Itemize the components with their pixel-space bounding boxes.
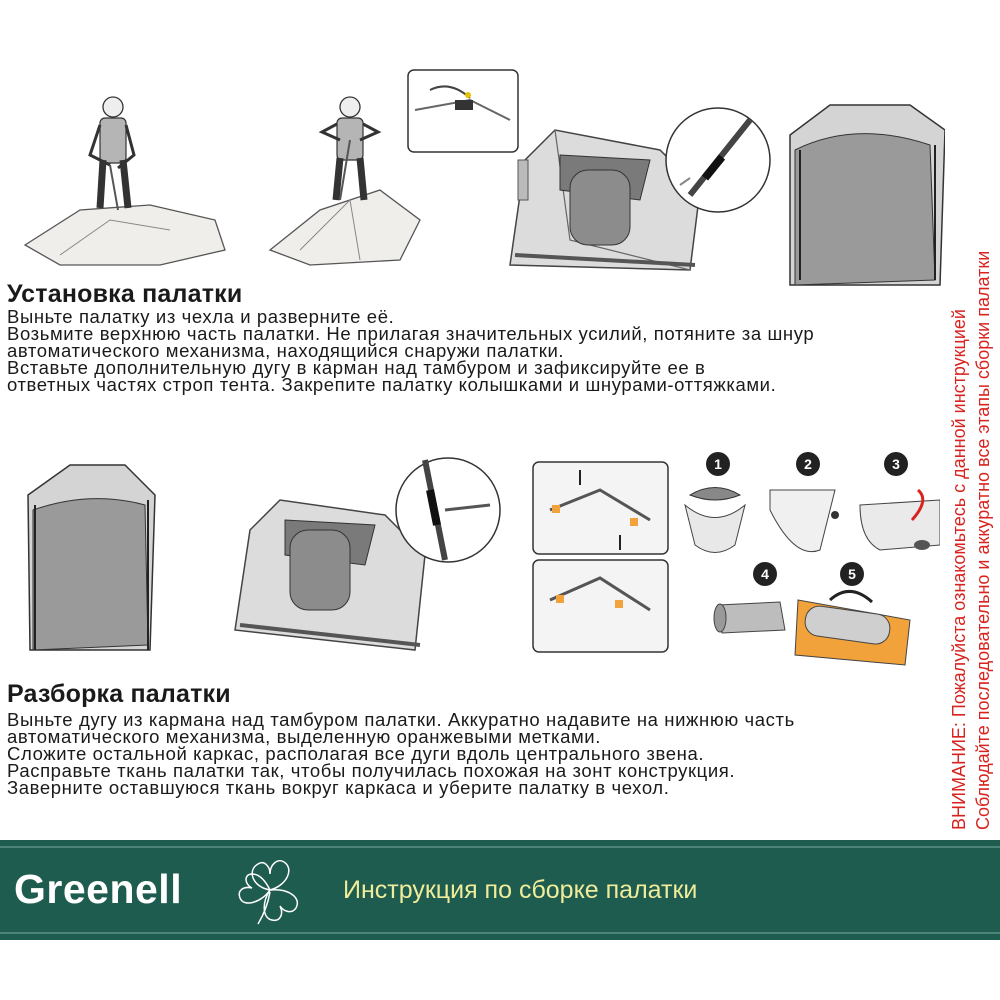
- illustration-cord-detail: [408, 70, 518, 152]
- footer-divider: [0, 932, 1000, 934]
- setup-instructions: [7, 308, 814, 393]
- step-number: 5: [848, 566, 856, 582]
- setup-line: автоматического механизма, находящийся снаружи палатки.: [7, 340, 565, 361]
- takedown-line: Расправьте ткань палатки так, чтобы получилась похожая на зонт конструкция.: [7, 760, 736, 781]
- shamrock-logo-icon: [232, 852, 312, 930]
- setup-line: ответных частях строп тента. Закрепите палатку колышками и шнурами-оттяжками.: [7, 374, 777, 395]
- setup-illustrations: [0, 60, 945, 290]
- illustration-pole-detail: [666, 108, 770, 212]
- takedown-heading: Разборка палатки: [7, 680, 231, 708]
- illustration-pull-tent: [270, 97, 420, 265]
- step-number: 3: [892, 456, 900, 472]
- setup-line: Вставьте дополнительную дугу в карман над тамбуром и зафиксируйте ее в: [7, 357, 706, 378]
- illustration-pole-removal: [396, 458, 500, 562]
- warning-line-2: Соблюдайте последовательно и аккуратно все этапы сборки палатки: [973, 250, 993, 830]
- takedown-line: Выньте дугу из кармана над тамбуром палатки. Аккуратно надавите на нижнюю часть: [7, 709, 795, 730]
- illustration-shower-tent-2: [28, 465, 155, 650]
- setup-heading: Установка палатки: [7, 280, 243, 308]
- brand-name: Greenell: [14, 866, 183, 912]
- takedown-line: Заверните оставшуюся ткань вокруг каркаса и уберите палатку в чехол.: [7, 777, 670, 798]
- setup-line: Выньте палатку из чехла и разверните её.: [7, 306, 395, 327]
- takedown-line: автоматического механизма, выделенную оранжевыми метками.: [7, 726, 601, 747]
- footer-divider: [0, 846, 1000, 848]
- takedown-instructions: [7, 711, 795, 796]
- setup-line: Возьмите верхнюю часть палатки. Не прилагая значительных усилий, потяните за шнур: [7, 323, 815, 344]
- illustration-shower-tent: [790, 105, 945, 285]
- warning-line-1: ВНИМАНИЕ: Пожалуйста ознакомьтесь с данной инструкцией: [949, 309, 969, 830]
- warning-note: [947, 150, 997, 830]
- step-number: 2: [804, 456, 812, 472]
- takedown-illustrations: [0, 450, 940, 675]
- takedown-line: Сложите остальной каркас, располагая все дуги вдоль центрального звена.: [7, 743, 705, 764]
- illustration-packing-steps: [685, 452, 940, 665]
- illustration-unpack-tent: [25, 97, 225, 265]
- step-number: 4: [761, 566, 769, 582]
- footer-tagline: Инструкция по сборке палатки: [343, 876, 698, 904]
- step-number: 1: [714, 456, 722, 472]
- illustration-tent-vestibule-2: [235, 500, 425, 650]
- footer-banner: [0, 840, 1000, 940]
- illustration-mechanism-press: [533, 462, 668, 652]
